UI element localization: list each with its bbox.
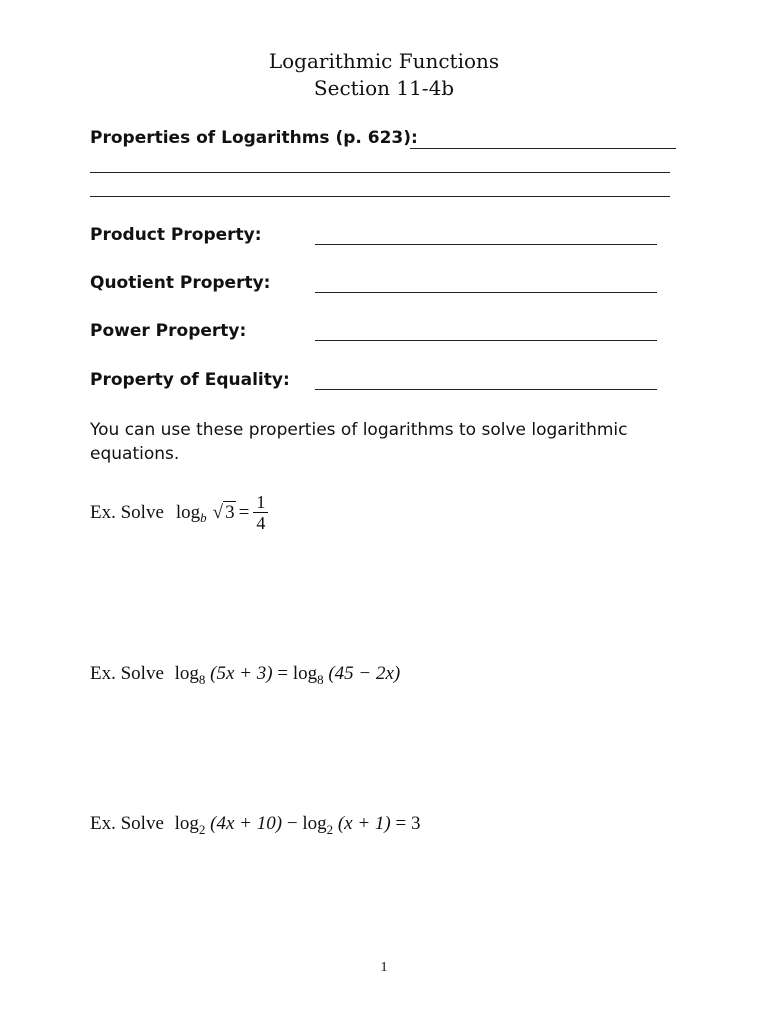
equals-sign: = xyxy=(277,663,289,684)
answer-blank xyxy=(90,196,670,197)
page-title: Logarithmic Functions xyxy=(268,49,500,73)
log-argument: (45 − 2x) xyxy=(328,663,401,684)
example-prefix: Ex. Solve xyxy=(90,663,164,684)
log-argument: (4x + 10) xyxy=(210,813,283,834)
quotient-property-label: Quotient Property: xyxy=(90,273,271,293)
product-property-label: Product Property: xyxy=(90,225,262,245)
square-root xyxy=(213,502,236,524)
section-title: Section 11-4b xyxy=(313,76,455,100)
answer-blank xyxy=(410,148,676,149)
quotient-property-blank xyxy=(315,292,657,293)
example-prefix: Ex. Solve xyxy=(90,813,164,834)
log-base: b xyxy=(200,509,207,525)
log-function: log xyxy=(302,813,327,834)
log-function: log xyxy=(174,813,199,834)
minus-sign: − xyxy=(286,813,298,834)
example-1 xyxy=(90,492,268,533)
log-base: 2 xyxy=(198,822,206,837)
log-base: 8 xyxy=(198,672,206,687)
power-property-blank xyxy=(315,340,657,341)
log-base: 2 xyxy=(326,822,334,837)
equality-property-label: Property of Equality: xyxy=(90,370,290,390)
log-function: log xyxy=(292,663,318,684)
description-line-1: You can use these properties of logarithms to solve logarithmic xyxy=(90,420,628,440)
equals-sign: = xyxy=(238,501,250,523)
description-line-2: equations. xyxy=(90,444,180,464)
example-3 xyxy=(90,813,420,835)
power-property-label: Power Property: xyxy=(90,321,247,341)
log-function: log xyxy=(175,501,201,523)
equality-property-blank xyxy=(315,389,657,390)
radical-sign: √ xyxy=(212,501,224,523)
page-number: 1 xyxy=(380,960,388,975)
log-argument: (x + 1) xyxy=(337,813,391,834)
properties-heading: Properties of Logarithms (p. 623): xyxy=(90,128,418,148)
product-property-blank xyxy=(315,244,657,245)
example-prefix: Ex. Solve xyxy=(90,501,164,523)
example-2 xyxy=(90,663,400,685)
log-base: 8 xyxy=(317,672,324,687)
answer-blank xyxy=(90,172,670,173)
radicand: 3 xyxy=(225,501,235,523)
log-argument: (5x + 3) xyxy=(210,663,273,684)
fraction-denominator: 4 xyxy=(256,513,266,533)
fraction xyxy=(253,492,268,533)
fraction-numerator: 1 xyxy=(253,492,268,513)
log-function: log xyxy=(174,663,199,684)
right-hand-side: = 3 xyxy=(395,813,421,834)
